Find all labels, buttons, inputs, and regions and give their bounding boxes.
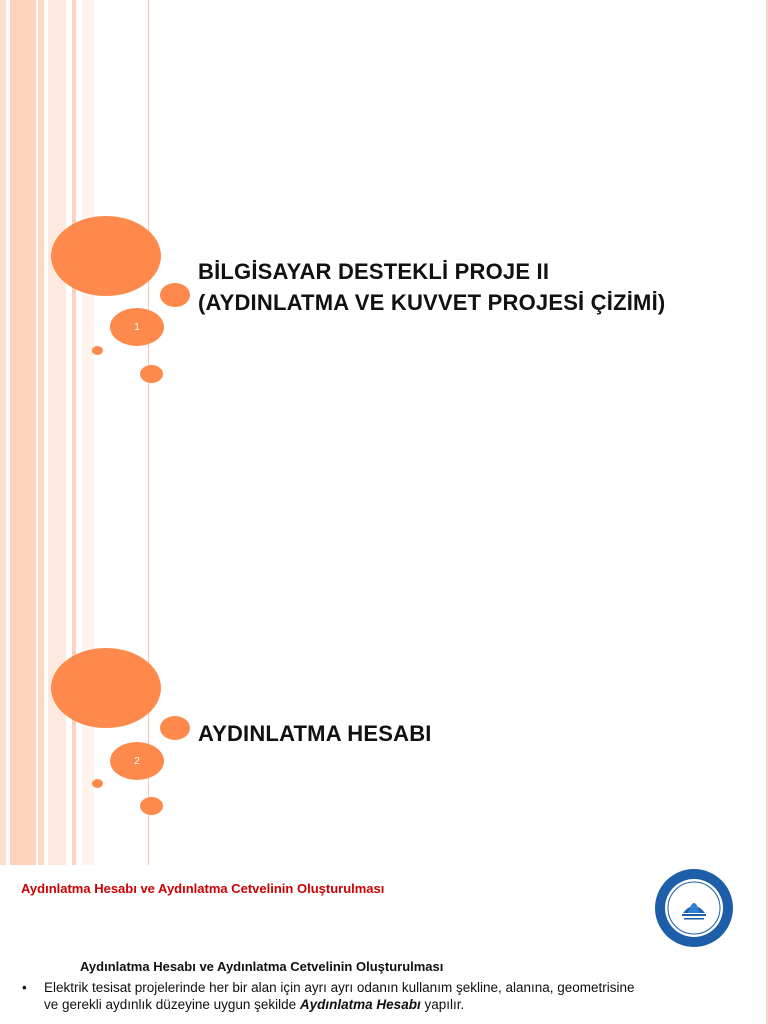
- decorative-circle: [51, 648, 161, 728]
- slide-number: 2: [110, 742, 164, 780]
- bullet-text-line-1: Elektrik tesisat projelerinde her bir alan için ayrı ayrı odanın kullanım şekline, alanına, geometrisine: [44, 980, 635, 995]
- slide-subheader: Aydınlatma Hesabı ve Aydınlatma Cetvelinin Oluşturulması: [80, 959, 444, 974]
- logo-ring-icon: [655, 869, 733, 947]
- university-logo: [655, 869, 733, 947]
- decorative-stripes: [0, 432, 150, 865]
- bullet-text-pre: ve gerekli aydınlık düzeyine uygun şekilde: [44, 997, 300, 1012]
- bullet-text-post: yapılır.: [420, 997, 465, 1012]
- decorative-circle: [92, 779, 103, 788]
- decorative-circle: [140, 365, 163, 383]
- title-line-2: (AYDINLATMA VE KUVVET PROJESİ ÇİZİMİ): [198, 290, 666, 315]
- slide-title: [198, 718, 432, 749]
- slide-header: Aydınlatma Hesabı ve Aydınlatma Cetvelinin Oluşturulması: [21, 881, 385, 896]
- slide-1: [0, 0, 768, 432]
- decorative-circle: [160, 716, 190, 740]
- slide-2: [0, 432, 768, 865]
- decorative-circle: [51, 216, 161, 296]
- slide-number: 1: [110, 308, 164, 346]
- bullet-marker: •: [22, 980, 27, 995]
- bullet-item: [22, 979, 712, 1013]
- title-line-1: BİLGİSAYAR DESTEKLİ PROJE II: [198, 259, 550, 284]
- bullet-text-line-2: [44, 996, 712, 1013]
- slide-3: [0, 865, 768, 1024]
- slide-title: [198, 256, 665, 318]
- decorative-circle: [160, 283, 190, 307]
- decorative-circle: [92, 346, 103, 355]
- bullet-emphasis: Aydınlatma Hesabı: [299, 997, 421, 1012]
- decorative-stripes: [0, 0, 150, 432]
- decorative-circle: [140, 797, 163, 815]
- title-line-1: AYDINLATMA HESABI: [198, 721, 432, 746]
